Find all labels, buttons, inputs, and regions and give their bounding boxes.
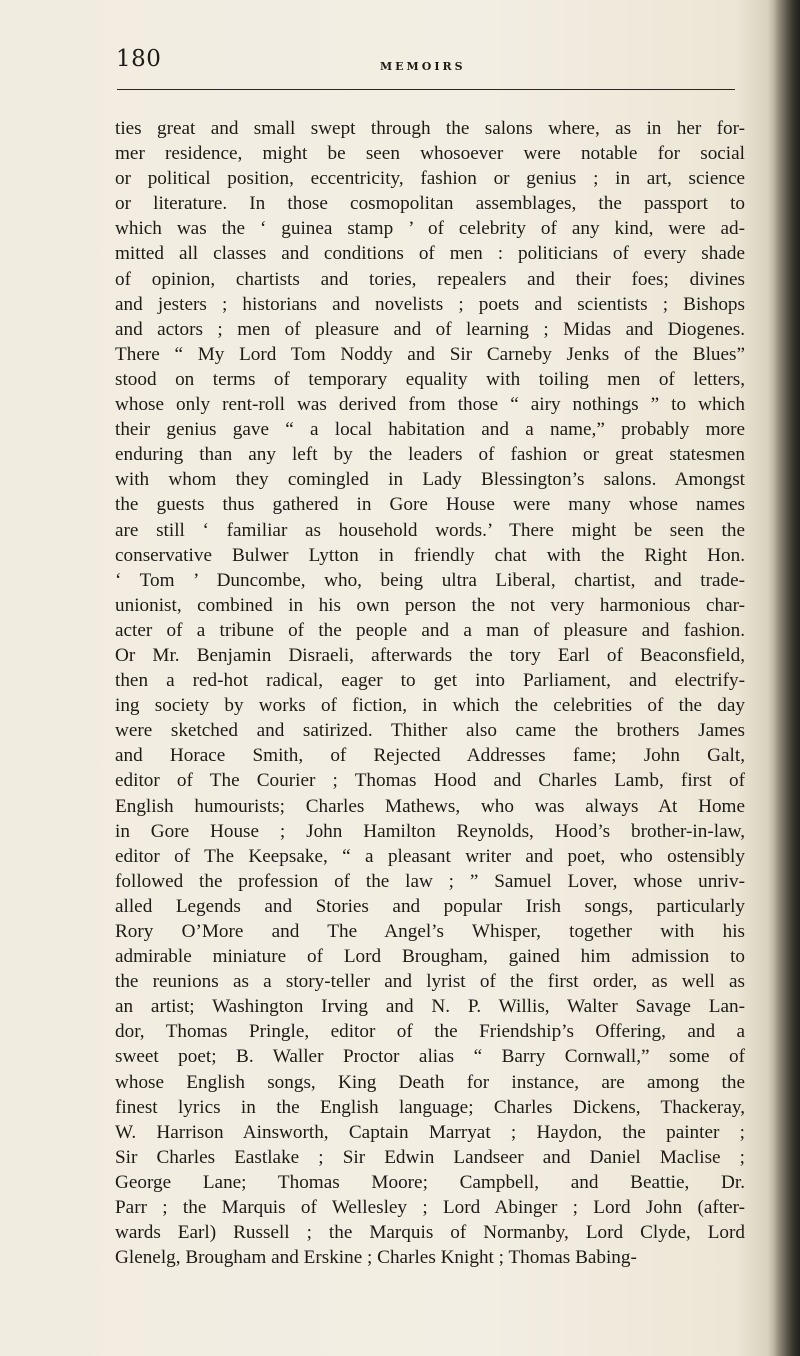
text-line: W. Harrison Ainsworth, Captain Marryat ; Haydon, the painter ; <box>115 1121 745 1143</box>
text-line: finest lyrics in the English language; Charles Dickens, Thackeray, <box>115 1096 745 1118</box>
text-line: ing society by works of fiction, in which the celebrities of the day <box>115 695 745 717</box>
running-title: MEMOIRS <box>380 60 466 73</box>
text-line: alled Legends and Stories and popular Irish songs, particularly <box>115 895 745 917</box>
text-line: wards Earl) Russell ; the Marquis of Normanby, Lord Clyde, Lord <box>115 1222 745 1244</box>
text-line: the guests thus gathered in Gore House were many whose names <box>115 494 745 516</box>
text-line: whose English songs, King Death for instance, are among the <box>115 1071 745 1093</box>
text-line: and actors ; men of pleasure and of learning ; Midas and Diogenes. <box>115 318 745 340</box>
text-line: dor, Thomas Pringle, editor of the Friendship’s Offering, and a <box>115 1021 745 1043</box>
text-line: Parr ; the Marquis of Wellesley ; Lord Abinger ; Lord John (after- <box>115 1197 745 1219</box>
text-line: of opinion, chartists and tories, repealers and their foes; divines <box>115 268 745 290</box>
text-line: and Horace Smith, of Rejected Addresses fame; John Galt, <box>115 745 745 767</box>
text-line: with whom they comingled in Lady Blessington’s salons. Amongst <box>115 469 745 491</box>
text-line: mitted all classes and conditions of men : politicians of every shade <box>115 243 745 265</box>
text-line: followed the profession of the law ; ” Samuel Lover, whose unriv- <box>115 870 745 892</box>
book-spine-shadow <box>774 0 800 1356</box>
text-line: and jesters ; historians and novelists ; poets and scientists ; Bishops <box>115 293 745 315</box>
text-line: whose only rent-roll was derived from those “ airy nothings ” to which <box>115 394 745 416</box>
text-line: editor of The Keepsake, “ a pleasant writer and poet, who ostensibly <box>115 845 745 867</box>
text-line: in Gore House ; John Hamilton Reynolds, Hood’s brother-in-law, <box>115 820 745 842</box>
text-line: or literature. In those cosmopolitan assemblages, the passport to <box>115 193 745 215</box>
text-line: mer residence, might be seen whosoever were notable for social <box>115 143 745 165</box>
text-line: Rory O’More and The Angel’s Whisper, together with his <box>115 921 745 942</box>
text-line: unionist, combined in his own person the not very harmonious char- <box>115 594 745 616</box>
text-line: sweet poet; B. Waller Proctor alias “ Barry Cornwall,” some of <box>115 1046 745 1068</box>
text-line: Sir Charles Eastlake ; Sir Edwin Landseer and Daniel Maclise ; <box>115 1146 745 1168</box>
text-line: George Lane; Thomas Moore; Campbell, and Beattie, Dr. <box>115 1171 745 1193</box>
text-line: an artist; Washington Irving and N. P. Willis, Walter Savage Lan- <box>115 996 745 1018</box>
header-rule <box>117 89 735 90</box>
text-line: ‘ Tom ’ Duncombe, who, being ultra Liberal, chartist, and trade- <box>115 569 745 591</box>
text-line: their genius gave “ a local habitation and a name,” probably more <box>115 419 745 441</box>
text-line: ties great and small swept through the salons where, as in her for- <box>115 118 745 139</box>
text-line: then a red-hot radical, eager to get into Parliament, and electrify- <box>115 670 745 692</box>
text-line: acter of a tribune of the people and a man of pleasure and fashion. <box>115 619 745 641</box>
text-line: English humourists; Charles Mathews, who was always At Home <box>115 795 745 817</box>
text-line: Or Mr. Benjamin Disraeli, afterwards the tory Earl of Beaconsfield, <box>115 644 745 666</box>
text-line: were sketched and satirized. Thither also came the brothers James <box>115 720 745 742</box>
text-line: conservative Bulwer Lytton in friendly chat with the Right Hon. <box>115 544 745 566</box>
body-text <box>115 116 745 1270</box>
text-line: stood on terms of temporary equality with toiling men of letters, <box>115 368 745 390</box>
text-line: are still ‘ familiar as household words.’ There might be seen the <box>115 519 745 541</box>
text-line: the reunions as a story-teller and lyrist of the first order, as well as <box>115 971 745 993</box>
page-number: 180 <box>116 46 162 72</box>
text-line: which was the ‘ guinea stamp ’ of celebrity of any kind, were ad- <box>115 218 745 240</box>
text-line: enduring than any left by the leaders of fashion or great statesmen <box>115 444 745 466</box>
text-line: There “ My Lord Tom Noddy and Sir Carneby Jenks of the Blues” <box>115 343 745 365</box>
text-line: Glenelg, Brougham and Erskine ; Charles Knight ; Thomas Babing- <box>115 1247 637 1269</box>
text-line: editor of The Courier ; Thomas Hood and Charles Lamb, first of <box>115 770 745 792</box>
text-line: admirable miniature of Lord Brougham, gained him admission to <box>115 946 745 968</box>
text-line: or political position, eccentricity, fashion or genius ; in art, science <box>115 168 745 190</box>
